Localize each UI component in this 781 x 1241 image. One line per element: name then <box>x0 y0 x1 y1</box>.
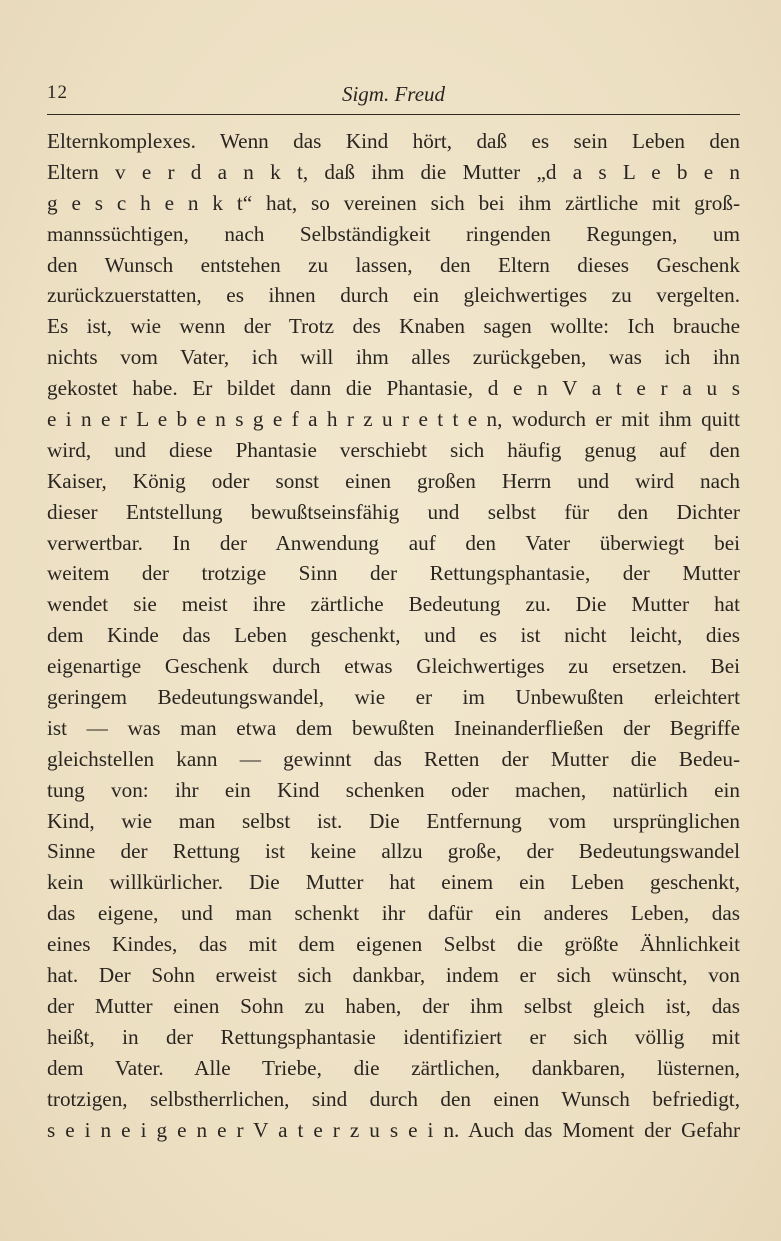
text-line: hat. Der Sohn erweist sich dankbar, indem er sich wünscht, von <box>47 963 740 988</box>
header-rule <box>47 114 740 115</box>
text-line: ist — was man etwa dem bewußten Ineinanderfließen der Begriffe <box>47 715 740 740</box>
page-number: 12 <box>47 82 68 103</box>
text-line: eines Kindes, das mit dem eigenen Selbst die größte Ähnlichkeit <box>47 932 740 957</box>
text-line: weitem der trotzige Sinn der Rettungsphantasie, der Mutter <box>47 561 740 586</box>
text-line: g e s c h e n k t“ hat, so vereinen sich bei ihm zärtliche mit groß- <box>47 190 740 215</box>
text-line: der Mutter einen Sohn zu haben, der ihm selbst gleich ist, das <box>47 993 740 1018</box>
text-line: nichts vom Vater, ich will ihm alles zurückgeben, was ich ihn <box>47 345 740 370</box>
text-line: dieser Entstellung bewußtseinsfähig und selbst für den Dichter <box>47 499 740 524</box>
text-line: wird, und diese Phantasie verschiebt sich häufig genug auf den <box>47 437 740 462</box>
text-line: Sinne der Rettung ist keine allzu große, der Bedeutungswandel <box>47 839 740 864</box>
text-line: Es ist, wie wenn der Trotz des Knaben sagen wollte: Ich brauche <box>47 314 740 339</box>
text-line: den Wunsch entstehen zu lassen, den Eltern dieses Geschenk <box>47 252 740 277</box>
text-line: verwertbar. In der Anwendung auf den Vater überwiegt bei <box>47 530 740 555</box>
text-line: wendet sie meist ihre zärtliche Bedeutung zu. Die Mutter hat <box>47 592 740 617</box>
text-line: Kind, wie man selbst ist. Die Entfernung vom ursprünglichen <box>47 808 740 833</box>
text-line: geringem Bedeutungswandel, wie er im Unbewußten erleichtert <box>47 685 740 710</box>
text-line: heißt, in der Rettungsphantasie identifiziert er sich völlig mit <box>47 1024 740 1049</box>
text-line: das eigene, und man schenkt ihr dafür ein anderes Leben, das <box>47 901 740 926</box>
text-line: dem Vater. Alle Triebe, die zärtlichen, dankbaren, lüsternen, <box>47 1055 740 1080</box>
text-line: Kaiser, König oder sonst einen großen Herrn und wird nach <box>47 468 740 493</box>
text-line: kein willkürlicher. Die Mutter hat einem ein Leben geschenkt, <box>47 870 740 895</box>
running-head: Sigm. Freud <box>341 82 446 106</box>
text-line: s e i n e i g e n e r V a t e r z u s e i n. Auch das Moment der Gefahr <box>47 1117 740 1142</box>
body-text <box>47 126 740 1145</box>
text-line: zurückzuerstatten, es ihnen durch ein gleichwertiges zu vergelten. <box>47 283 740 308</box>
text-line: Eltern v e r d a n k t, daß ihm die Mutter „d a s L e b e n <box>47 159 740 184</box>
page-header <box>47 82 740 112</box>
text-line: tung von: ihr ein Kind schenken oder machen, natürlich ein <box>47 777 740 802</box>
text-line: gekostet habe. Er bildet dann die Phantasie, d e n V a t e r a u s <box>47 376 740 401</box>
text-line: mannssüchtigen, nach Selbständigkeit ringenden Regungen, um <box>47 221 740 246</box>
text-line: gleichstellen kann — gewinnt das Retten der Mutter die Bedeu- <box>47 746 740 771</box>
text-line: eigenartige Geschenk durch etwas Gleichwertiges zu ersetzen. Bei <box>47 654 740 679</box>
text-line: Elternkomplexes. Wenn das Kind hört, daß es sein Leben den <box>47 129 740 153</box>
text-line: trotzigen, selbstherrlichen, sind durch den einen Wunsch befriedigt, <box>47 1086 740 1111</box>
text-line: e i n e r L e b e n s g e f a h r z u r e t t e n, wodurch er mit ihm quitt <box>47 407 740 432</box>
text-line: dem Kinde das Leben geschenkt, und es ist nicht leicht, dies <box>47 623 740 648</box>
